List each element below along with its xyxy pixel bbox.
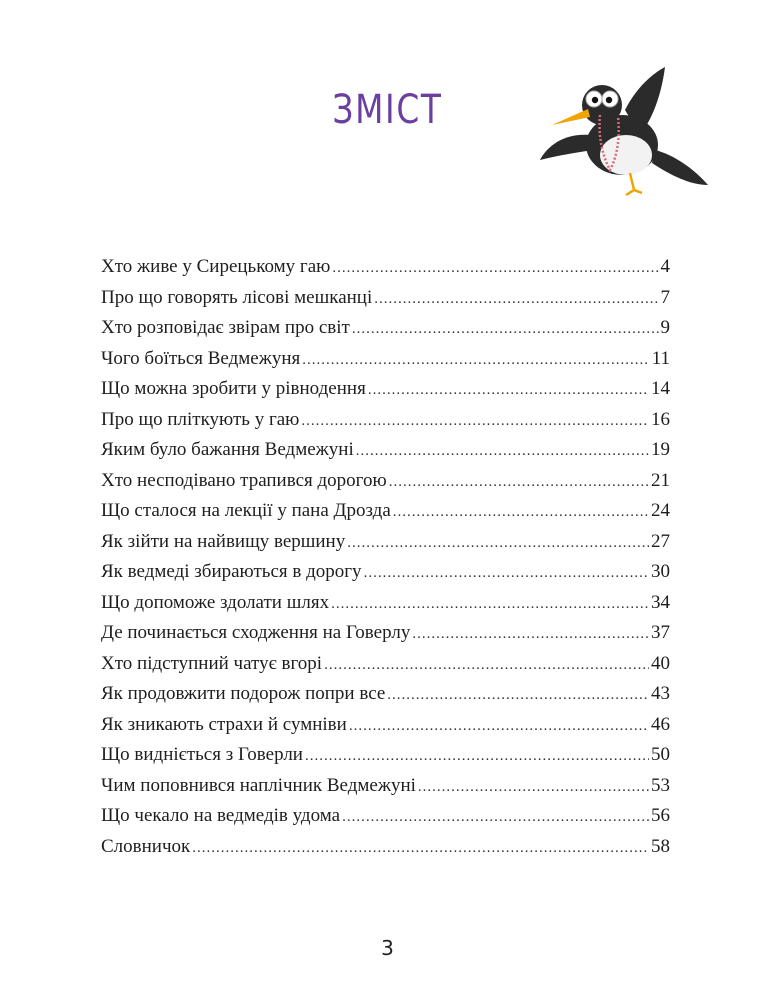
toc-entry-title: Хто підступний чатує вгорі [101,652,323,674]
toc-entry[interactable] [101,344,670,375]
toc-entry-page: 34 [651,591,670,613]
toc-entry-title: Чим поповнився наплічник Ведмежуні [101,774,416,796]
toc-entry-title: Що чекало на ведмедів удома [101,805,341,826]
dot-leader [302,345,649,376]
toc-entry-page: 27 [651,530,670,552]
dot-leader [342,802,649,833]
dot-leader [332,253,658,284]
toc-entry-page: 30 [651,561,670,582]
table-of-contents [101,252,670,862]
toc-entry-page: 7 [660,286,670,308]
toc-entry[interactable] [101,679,670,710]
toc-entry-title: Що видніється з Говерли [101,744,303,765]
toc-entry[interactable] [101,527,670,558]
toc-entry[interactable] [101,283,670,314]
toc-entry-page: 11 [651,347,670,369]
dot-leader [349,711,649,742]
toc-entry-title: Що сталося на лекції у пана Дрозда [101,500,391,521]
toc-entry-title: Що можна зробити у рівнодення [101,378,366,399]
dot-leader [368,375,649,406]
toc-entry-title: Хто несподівано трапився дорогою [101,469,387,491]
toc-entry[interactable] [101,252,670,283]
toc-entry-page: 53 [651,774,670,796]
toc-entry[interactable] [101,832,670,863]
dot-leader [352,314,659,345]
page-title: ЗМІСТ [332,86,443,133]
toc-entry[interactable] [101,405,670,436]
page-number: 3 [381,936,394,960]
toc-entry-title: Як зникають страхи й сумніви [101,713,347,735]
toc-entry-page: 46 [651,713,670,735]
toc-entry-page: 58 [651,835,670,857]
toc-entry-title: Де починається сходження на Говерлу [101,622,411,643]
dot-leader [387,680,649,711]
toc-entry-title: Чого боїться Ведмежуня [101,347,301,369]
toc-entry-page: 16 [651,408,670,430]
dot-leader [374,284,658,315]
dot-leader [324,650,649,681]
toc-entry-title: Хто живе у Сирецькому гаю [101,256,331,277]
dot-leader [393,497,649,528]
toc-entry-page: 43 [651,683,670,704]
toc-entry[interactable] [101,496,670,527]
toc-entry-title: Як зійти на найвищу вершину [101,530,346,552]
toc-entry-title: Як ведмеді збираються в дорогу [101,561,362,582]
toc-entry-title: Про що пліткують у гаю [101,408,300,430]
toc-entry[interactable] [101,740,670,771]
toc-entry-title: Що допоможе здолати шлях [101,591,330,613]
toc-entry-title: Про що говорять лісові мешканці [101,286,373,308]
dot-leader [331,589,649,620]
toc-entry-page: 9 [660,317,670,338]
dot-leader [356,436,649,467]
toc-entry[interactable] [101,771,670,802]
toc-entry-title: Хто розповідає звірам про світ [101,317,350,338]
toc-entry-page: 50 [651,744,670,765]
toc-entry[interactable] [101,435,670,466]
toc-entry-title: Як продовжити подорож попри все [101,683,386,704]
toc-entry-page: 21 [651,469,670,491]
toc-entry[interactable] [101,710,670,741]
toc-entry-page: 24 [651,500,670,521]
dot-leader [301,406,649,437]
toc-entry[interactable] [101,801,670,832]
dot-leader [364,558,649,589]
toc-entry[interactable] [101,649,670,680]
toc-entry[interactable] [101,374,670,405]
toc-entry-page: 40 [651,652,670,674]
dot-leader [418,772,649,803]
toc-entry-page: 14 [651,378,670,399]
toc-entry-page: 4 [660,256,670,277]
toc-entry-title: Словничок [101,835,191,857]
toc-entry[interactable] [101,588,670,619]
dot-leader [389,467,649,498]
toc-entry[interactable] [101,313,670,344]
magpie-bird-icon [530,55,715,205]
dot-leader [347,528,649,559]
toc-entry[interactable] [101,466,670,497]
toc-entry-page: 37 [651,622,670,643]
toc-entry[interactable] [101,618,670,649]
toc-entry-title: Яким було бажання Ведмежуні [101,439,354,460]
dot-leader [192,833,649,864]
toc-entry-page: 19 [651,439,670,460]
toc-entry[interactable] [101,557,670,588]
toc-entry-page: 56 [651,805,670,826]
dot-leader [305,741,649,772]
dot-leader [412,619,649,650]
